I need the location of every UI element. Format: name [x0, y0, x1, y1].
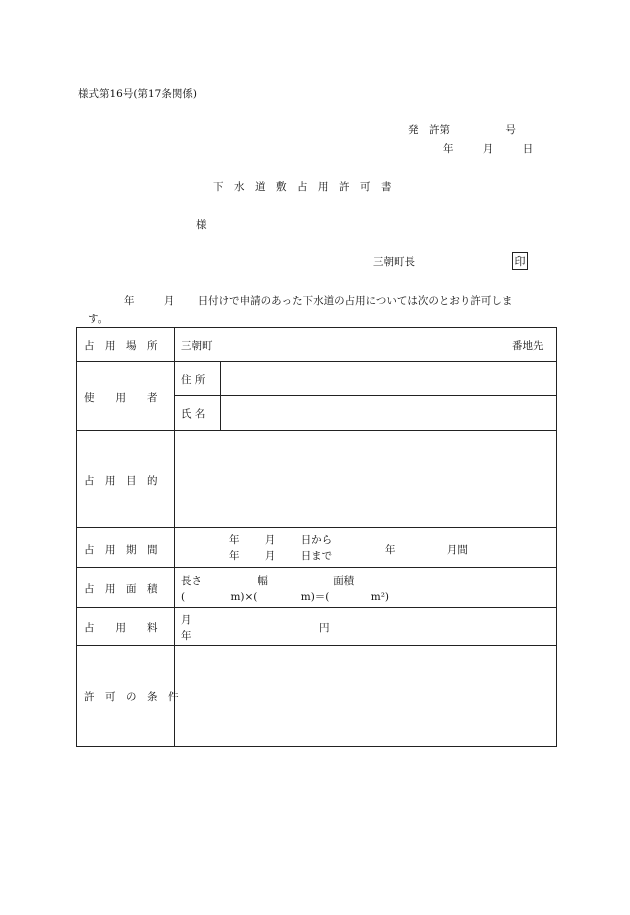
fee-year: 年 [181, 630, 192, 642]
seal-stamp: 印 [512, 252, 528, 270]
area-formula-open: ( [181, 591, 186, 603]
area-length: 長さ [181, 575, 202, 587]
area-terms [181, 573, 354, 588]
period-from-day: 日から [300, 534, 333, 546]
intro-text: 日付けで申請のあった下水道の占用については次のとおり許可しま [197, 295, 513, 307]
period-from-month: 月 [264, 534, 276, 546]
area-unit-3: m²) [370, 591, 390, 603]
intro-line-1 [124, 293, 512, 308]
row-divider [76, 607, 557, 608]
period-label: 占 用 期 間 [84, 544, 158, 556]
period-to [229, 548, 332, 563]
fee-month: 月 [181, 614, 192, 626]
intro-line-2: す。 [88, 313, 109, 325]
address-label: 住 所 [181, 374, 206, 386]
purpose-label: 占 用 目 的 [84, 475, 158, 487]
form-number: 様式第16号(第17条関係) [78, 88, 197, 100]
period-to-year: 年 [229, 550, 240, 562]
area-label: 占 用 面 積 [84, 583, 158, 595]
period-from-year: 年 [229, 534, 240, 546]
area-formula [181, 589, 389, 604]
row-divider [76, 430, 557, 431]
user-subrow-divider [174, 395, 557, 396]
name-label: 氏 名 [181, 408, 206, 420]
date-month: 月 [482, 143, 494, 155]
location-label: 占 用 場 所 [84, 340, 158, 352]
period-dur-month: 月間 [446, 544, 468, 556]
intro-year: 年 [124, 295, 135, 307]
area-unit-1: m)×( [230, 591, 258, 603]
conditions-label: 許 可 の 条 件 [84, 691, 179, 703]
user-label: 使 用 者 [84, 392, 158, 404]
row-divider [76, 645, 557, 646]
location-suffix: 番地先 [512, 340, 544, 352]
date-year: 年 [443, 143, 454, 155]
issuer: 三朝町長 [373, 256, 415, 268]
label-column-divider [174, 327, 175, 747]
area-area: 面積 [333, 575, 355, 587]
period-to-month: 月 [264, 550, 276, 562]
issue-suffix: 号 [505, 124, 516, 136]
row-divider [76, 527, 557, 528]
period-duration [385, 542, 468, 557]
row-divider [76, 361, 557, 362]
recipient-suffix: 様 [196, 219, 207, 231]
issue-date [443, 141, 533, 156]
period-from [229, 532, 332, 547]
date-day: 日 [522, 143, 534, 155]
period-dur-year: 年 [385, 544, 396, 556]
location-prefix: 三朝町 [181, 340, 213, 352]
issue-label: 発 許第 [408, 124, 450, 136]
row-divider [76, 567, 557, 568]
intro-month: 月 [163, 295, 175, 307]
fee-yen: 円 [319, 622, 330, 634]
period-to-day: 日まで [300, 550, 333, 562]
area-unit-2: m)＝( [300, 591, 330, 603]
user-subcolumn-divider [220, 361, 221, 430]
area-width: 幅 [257, 575, 268, 587]
issue-number [408, 122, 516, 137]
fee-label: 占 用 料 [84, 622, 158, 634]
document-title: 下 水 道 敷 占 用 許 可 書 [213, 181, 392, 193]
